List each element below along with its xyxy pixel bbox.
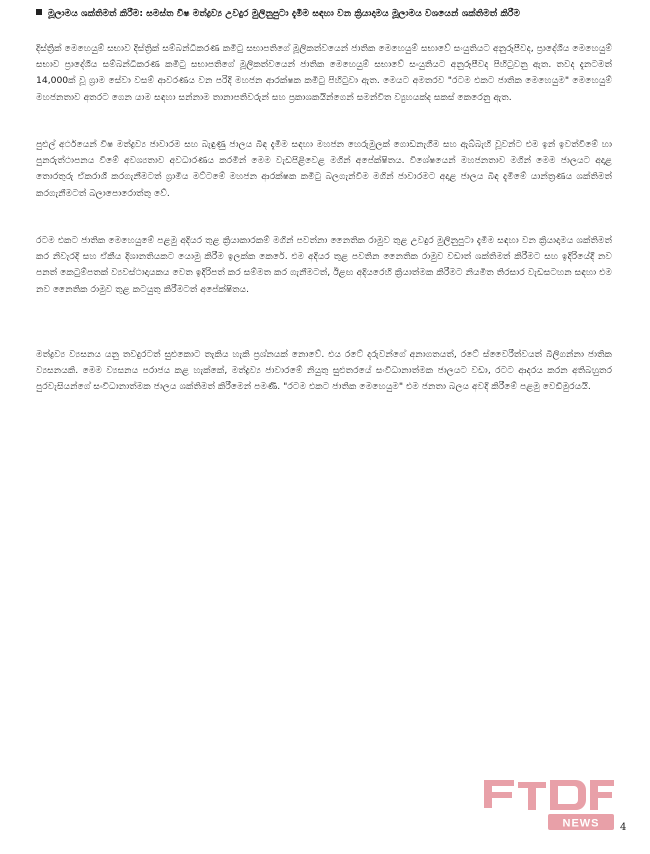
logo-subtext: NEWS xyxy=(562,817,600,830)
sivdesa-news-logo xyxy=(478,768,618,834)
paragraph-2: පුළුල් අර්ථයෙන් විෂ මත්ද්‍රව්‍ය ජාවාරම සහ බැඳුණු ජාලය බිඳ දැමීම සඳහා මහජන හෙරුමුලක් ගොඩනැගීම සහ ඇබ්බැහි වූවන්ට එම ඉන් ඉවත්වීමේ හා පුනරුත්ථාපනය වීමේ අවශ්‍යතාව අවධාරණය කරමින් මෙම වැඩපිළිවෙළ මගින් අපේක්ෂිතය. විශේෂයෙන් මහජනතාව මගින් මෙම ජාලයට අදාළ තොරතුරු ඒකරාශී කරගැනීමටත් ග්‍රාමීය මට්ටමේ මහජන ආරක්ෂක කමිටු බලගැන්වීම මගින් ජාවාරමට අදාළ ජාලය බිඳ දැමීමේ යාන්ත්‍රණය ශක්තිමත් කරගැනීමටත් බලාපොරොත්තු වේ. xyxy=(36,139,612,199)
paragraph-1: දිස්ත්‍රික් මෙහෙයුම් සභාව දිස්ත්‍රික් සම්බන්ධීකරණ කමිටු සභාපතිගේ මූලිකත්වයෙන් ජාතික මෙහෙයුම් සභාවේ සංයුතියට අනුරූපීවද, ප්‍රාදේශීය මෙහෙයුම් සභාව ප්‍රාදේශීය සම්බන්ධීකරණ කමිටු සභාපතිගේ මූලිකත්වයෙන් ජාතික මෙහෙයුම් සභාවේ සංයුතියට අනුරූපීවද පිහිටුවනු ඇත. තවද දැනටමත් 14,000ක් වූ ග්‍රාම සේවා වසම් ආවරණය වන පරිදි මහජන ආරක්ෂක කමිටු පිහිටුවා ඇත. මෙයට අමතරව "රටම එකට ජාතික මෙහෙයුම" මෙහෙයුම් මහජනතාව අතරට ගෙන යාම සඳහා සන්නාම තානාපතිවරුන් සහ ප්‍රකාශකයින්ගෙන් සමන්විත ව්‍යුහයක්ද සකස් කෙරෙනු ඇත. xyxy=(36,43,612,103)
section-heading-text: මූලාමය ශක්තිමත් කිරීම: සමස්ත විෂ මත්ද්‍රව්‍ය උවදුර මුලිනුපුටා දැමීම සඳහා වන ක්‍රියාදාමය මූලාමය වශයෙන් ශක්තිමත් කිරීම xyxy=(48,8,521,19)
paragraph-4: මත්ද්‍රව්‍ය ව්‍යසනය යනු තවදුරටත් සුළුකොට තැකිය හැකි ප්‍රශ්නයක් නොවේ. එය රටේ දරුවන්ගේ අනාගතයත්, රටේ ස්වෛරීත්වයත් බිලිගන්නා ජාතික ව්‍යසනයකි. මෙම ව්‍යසනය පරාජය කළ හැක්කේ, මත්ද්‍රව්‍ය ජාවාරමේ නියුතු සුළුතරයේ සංවිධානාත්මක ජාලයට වඩා, රටට ආදරය කරන අතිබහුතර පුරවැසියන්ගේ සංවිධානාත්මක ජාලය ශක්තිමත් කිරීමෙන් පමණි. "රටම එකට ජාතික මෙහෙයුම" එම ජනතා බලය අවදි කිරීමේ පළමු වෙඩිමුරයයි. xyxy=(36,349,612,393)
paragraph-3: රටම එකට ජාතික මෙහෙයුමේ පළමු අදියර තුළ ක්‍රියාකාරකම් මගින් පවත්නා නෛතික රාමුව තුළ උවදුර මුලිනුපුටා දැමීම සඳහා වන ක්‍රියාදාමය ශක්තිමත් කර නිවැරදි සහ ඒකීය දිශානතියකට යොමු කිරීම ඉලක්ක කෙරේ. එම අදියර තුළ පවතින නෛතික රාමුව වඩාත් ශක්තිමත් කිරීමට සහ ඉදිරියේදී නව පනත් කෙටුම්පතක් ව්‍යවස්ථාදායකය වෙත ඉදිරිපත් කර සම්මත කර ගැනීමටත්, ඊළඟ අදියරෙහි ක්‍රියාත්මක කිරීමට නියමිත තිරසාර වැඩසටහන සඳහා එම නව නෛතික රාමුව තුළ කටයුතු කිරීමටත් අපේක්ෂිතය. xyxy=(36,235,612,295)
page-number: 4 xyxy=(620,822,627,833)
section-heading xyxy=(36,6,612,21)
bullet-square-icon xyxy=(36,9,42,15)
